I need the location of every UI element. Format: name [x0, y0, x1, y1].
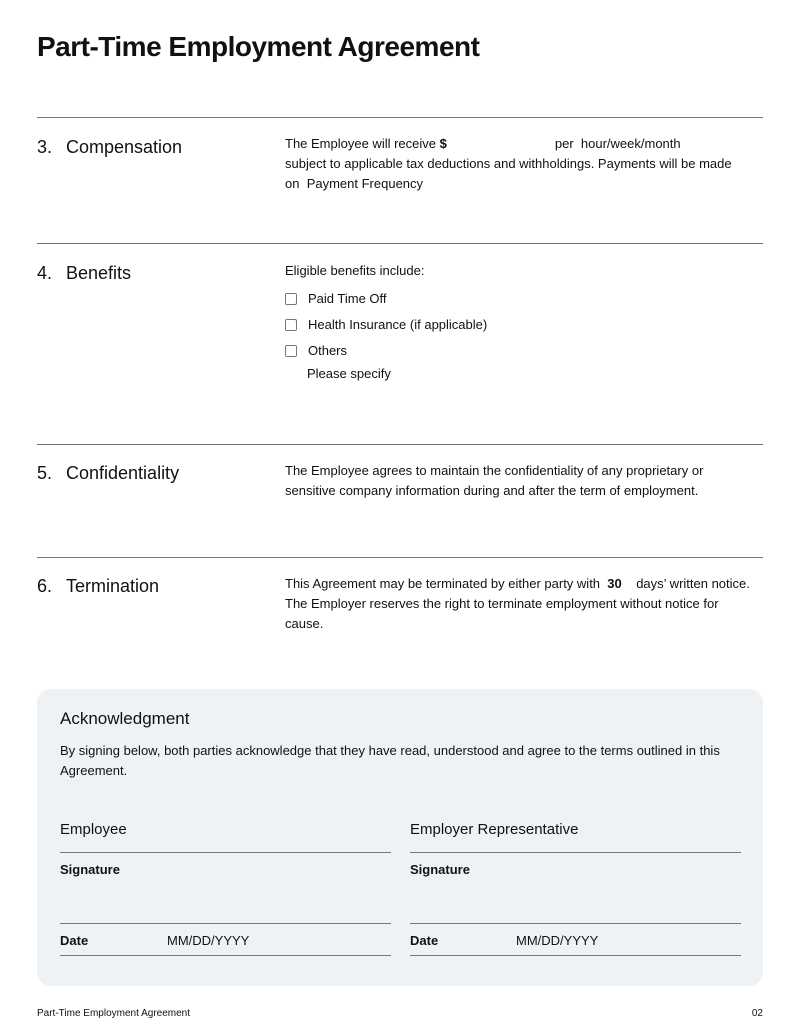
payment-frequency-field[interactable]: Payment Frequency: [306, 176, 424, 191]
checkbox-paid-time-off[interactable]: [285, 286, 765, 312]
text: subject to applicable tax deductions and withholdings. Payments will be made: [285, 156, 732, 171]
notice-days-field[interactable]: 30: [607, 576, 622, 591]
divider: [60, 852, 391, 853]
text: days’ written notice.: [636, 576, 750, 591]
divider: [37, 117, 763, 118]
divider: [410, 852, 741, 853]
section-number: 5.: [37, 463, 53, 483]
label: Health Insurance (if applicable): [308, 317, 488, 332]
page-title: Part-Time Employment Agreement: [37, 31, 480, 62]
label: Paid Time Off: [308, 291, 387, 306]
employee-signature-line[interactable]: [60, 923, 391, 924]
compensation-text: [285, 134, 765, 194]
currency-field[interactable]: $: [439, 136, 447, 151]
employee-date-label: Date: [60, 933, 89, 948]
section-title-termination: Termination: [66, 576, 160, 596]
checkbox-icon[interactable]: [285, 319, 297, 331]
employer-label: Employer Representative: [410, 821, 579, 838]
section-number: 6.: [37, 576, 53, 596]
divider: [60, 955, 391, 956]
section-title-compensation: Compensation: [66, 137, 183, 157]
checkbox-others[interactable]: [285, 338, 765, 364]
confidentiality-text: The Employee agrees to maintain the confidentiality of any proprietary or sensitive company information during and after the term of employment.: [285, 463, 704, 498]
acknowledgment-panel: [37, 689, 763, 986]
footer-title: Part-Time Employment Agreement: [37, 1008, 191, 1019]
employer-signature-label: Signature: [410, 862, 470, 877]
unit-field[interactable]: hour/week/month: [580, 136, 681, 151]
termination-text: [285, 574, 755, 634]
checkbox-icon[interactable]: [285, 345, 297, 357]
divider: [37, 243, 763, 244]
acknowledgment-text: By signing below, both parties acknowledge that they have read, understood and agree to the terms outlined in this Agreement.: [60, 743, 720, 778]
page-number: 02: [751, 1008, 763, 1019]
checkbox-icon[interactable]: [285, 293, 297, 305]
employee-date-field[interactable]: MM/DD/YYYY: [167, 933, 250, 948]
divider: [410, 955, 741, 956]
benefits-list: [285, 261, 765, 384]
text: This Agreement may be terminated by either party with: [285, 576, 601, 591]
acknowledgment-title: Acknowledgment: [60, 709, 190, 728]
section-number: 4.: [37, 263, 53, 283]
text: per: [554, 136, 574, 151]
employer-date-field[interactable]: MM/DD/YYYY: [516, 933, 599, 948]
divider: [37, 444, 763, 445]
employee-label: Employee: [60, 821, 127, 838]
text: Eligible benefits include:: [285, 263, 425, 278]
specify-field[interactable]: Please specify: [307, 366, 391, 381]
employer-date-label: Date: [410, 933, 439, 948]
employer-signature-line[interactable]: [410, 923, 741, 924]
text: on: [285, 176, 300, 191]
text: The Employee will receive: [285, 136, 437, 151]
checkbox-health-insurance[interactable]: [285, 312, 765, 338]
section-number: 3.: [37, 137, 53, 157]
text: The Employer reserves the right to terminate employment without notice for cause.: [285, 596, 719, 631]
section-title-benefits: Benefits: [66, 263, 132, 283]
label: Others: [308, 343, 348, 358]
employee-signature-label: Signature: [60, 862, 120, 877]
divider: [37, 557, 763, 558]
section-title-confidentiality: Confidentiality: [66, 463, 180, 483]
